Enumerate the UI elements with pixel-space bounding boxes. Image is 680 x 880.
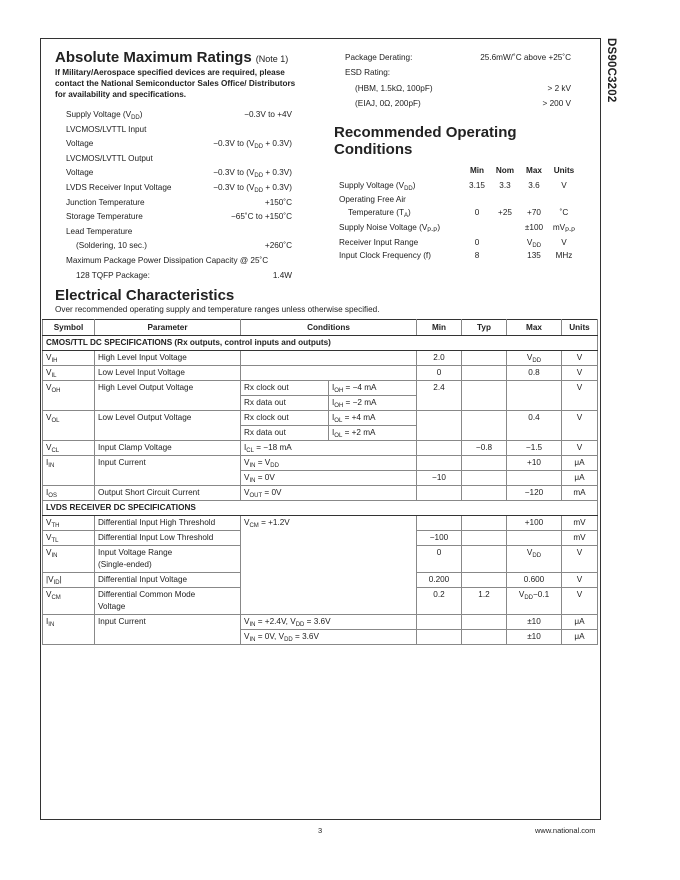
table-row: $V_{IN} = 0V$ −10 μA bbox=[43, 471, 598, 486]
section-row: LVDS RECEIVER DC SPECIFICATIONS bbox=[43, 501, 598, 516]
page-number: 3 bbox=[318, 826, 323, 835]
side-part-number: DS90C3202 bbox=[605, 38, 617, 103]
amr-title: Absolute Maximum Ratings (Note 1) bbox=[55, 49, 289, 66]
amr-right-value: > 200 V bbox=[542, 98, 571, 108]
col-conditions: Conditions bbox=[241, 320, 417, 336]
amr-row-label: Maximum Package Power Dissipation Capacity @ 25˚C bbox=[66, 256, 269, 265]
amr-row-value: −0.3V to $(V_{DD} + 0.3V)$ bbox=[213, 168, 292, 180]
roc-min: 8 bbox=[474, 251, 480, 260]
col-units: Units bbox=[562, 320, 598, 336]
roc-min: 0 bbox=[474, 238, 480, 247]
roc-max: 3.6 bbox=[528, 181, 540, 190]
roc-header-max: Max bbox=[526, 166, 542, 175]
col-max: Max bbox=[507, 320, 562, 336]
col-min: Min bbox=[417, 320, 462, 336]
table-row: $V_{OH}$ High Level Output Voltage Rx clock out $I_{OH} = -4$ mA 2.4 V bbox=[43, 381, 598, 396]
amr-right-label: (HBM, 1.5kΩ, 100pF) bbox=[355, 83, 433, 93]
table-row: $V_{IL}$ Low Level Input Voltage 0 0.8 V bbox=[43, 366, 598, 381]
roc-param: Supply Voltage $(V_{DD})$ bbox=[339, 181, 416, 192]
amr-right-label: Package Derating: bbox=[345, 53, 413, 62]
roc-header-units: Units bbox=[553, 166, 575, 175]
roc-min: 3.15 bbox=[469, 181, 485, 190]
amr-row-label: Storage Temperature bbox=[66, 212, 143, 222]
table-row: $V_{IH}$ High Level Input Voltage 2.0 $V_{DD}$ V bbox=[43, 351, 598, 366]
amr-row-label: Supply Voltage $(V_{DD})$ bbox=[66, 110, 143, 121]
section-row: CMOS/TTL DC SPECIFICATIONS (Rx outputs, control inputs and outputs) bbox=[43, 336, 598, 351]
table-row: Rx data out $I_{OH} = -2$ mA bbox=[43, 396, 598, 411]
amr-right-label: (EIAJ, 0Ω, 200pF) bbox=[355, 98, 421, 108]
table-row: $V_{TH}$ Differential Input High Threshold $V_{CM} = +1.2V$ +100 mV bbox=[43, 516, 598, 531]
col-typ: Typ bbox=[462, 320, 507, 336]
amr-row-label: Junction Temperature bbox=[66, 197, 145, 207]
table-row: $V_{CM}$ Differential Common Mode Voltage 0.2 1.2 $V_{DD}-0.1$ V bbox=[43, 588, 598, 615]
col-parameter: Parameter bbox=[95, 320, 241, 336]
col-symbol: Symbol bbox=[43, 320, 95, 336]
amr-row-value: −0.3V to +4V bbox=[244, 110, 292, 119]
amr-right-value: > 2 kV bbox=[547, 83, 571, 93]
table-row: $V_{IN}$ Input Voltage Range (Single-ended) 0 $V_{DD}$ V bbox=[43, 546, 598, 573]
roc-min: 0 bbox=[474, 208, 480, 217]
roc-max: +70 bbox=[527, 208, 541, 217]
ec-title: Electrical Characteristics bbox=[55, 287, 235, 304]
roc-units: MHz bbox=[555, 251, 573, 260]
amr-row-label: Lead Temperature bbox=[66, 226, 133, 236]
roc-param: Temperature $(T_A)$ bbox=[348, 208, 411, 219]
amr-row-label: (Soldering, 10 sec.) bbox=[76, 241, 147, 251]
ec-subtitle: Over recommended operating supply and temperature ranges unless otherwise specified. bbox=[55, 305, 380, 314]
amr-row-label: LVDS Receiver Input Voltage bbox=[66, 183, 172, 192]
amr-row-value: +260˚C bbox=[264, 241, 292, 251]
amr-row-label: LVCMOS/LVTTL Input bbox=[66, 124, 147, 134]
amr-row-label: 128 TQFP Package: bbox=[76, 270, 150, 280]
amr-row-value: −0.3V to $(V_{DD} + 0.3V)$ bbox=[213, 183, 292, 194]
table-row: $V_{OL}$ Low Level Output Voltage Rx clock out $I_{OL} = +4$ mA 0.4 V bbox=[43, 411, 598, 426]
table-row: $I_{IN}$ Input Current $V_{IN} = +2.4V$, $V_{DD} = 3.6V$ ±10 μA bbox=[43, 615, 598, 630]
amr-right-value: 25.6mW/˚C above +25˚C bbox=[480, 53, 571, 62]
roc-nom: 3.3 bbox=[499, 181, 511, 190]
roc-title: Recommended Operating Conditions bbox=[334, 124, 517, 158]
amr-row-value: −0.3V to $(V_{DD} + 0.3V)$ bbox=[213, 139, 292, 151]
amr-row-value: 1.4W bbox=[272, 270, 292, 280]
table-row: $V_{CL}$ Input Clamp Voltage $I_{CL} = -18$ mA −0.8 −1.5 V bbox=[43, 441, 598, 456]
amr-row-value: +150˚C bbox=[264, 197, 292, 207]
roc-max: $V_{DD}$ bbox=[526, 238, 542, 249]
amr-row-label: Voltage bbox=[66, 168, 94, 178]
roc-units: $mV_{P-P}$ bbox=[552, 223, 576, 234]
table-row: $|V_{ID}|$ Differential Input Voltage 0.200 0.600 V bbox=[43, 573, 598, 588]
table-row: $I_{IN}$ Input Current $V_{IN} = V_{DD}$ +10 μA bbox=[43, 456, 598, 471]
roc-param: Receiver Input Range bbox=[339, 238, 419, 247]
amr-row-label: LVCMOS/LVTTL Output bbox=[66, 153, 153, 163]
ec-header-row bbox=[43, 320, 598, 336]
footer-url[interactable]: www.national.com bbox=[535, 826, 596, 835]
table-row: $V_{IN} = 0V$, $V_{DD} = 3.6V$ ±10 μA bbox=[43, 630, 598, 645]
table-row: Rx data out $I_{OL} = +2$ mA bbox=[43, 426, 598, 441]
roc-units: V bbox=[561, 181, 567, 190]
roc-units: ˚C bbox=[559, 208, 569, 217]
roc-units: V bbox=[561, 238, 567, 247]
amr-warning: If Military/Aerospace specified devices are required, please contact the National Semiconductor Sales Office/ Distributors for availability and specifications. bbox=[55, 68, 296, 99]
amr-row-value: −65˚C to +150˚C bbox=[231, 212, 292, 222]
roc-header-min: Min bbox=[469, 166, 485, 175]
table-row: $I_{OS}$ Output Short Circuit Current $V_{OUT} = 0V$ −120 mA bbox=[43, 486, 598, 501]
amr-note: (Note 1) bbox=[255, 54, 289, 64]
roc-param: Operating Free Air bbox=[339, 195, 406, 204]
roc-param: Input Clock Frequency (f) bbox=[339, 251, 431, 260]
roc-param: Supply Noise Voltage $(V_{P-P})$ bbox=[339, 223, 441, 234]
roc-header-nom: Nom bbox=[495, 166, 515, 175]
roc-nom: +25 bbox=[498, 208, 512, 217]
table-row: $V_{TL}$ Differential Input Low Threshold −100 mV bbox=[43, 531, 598, 546]
amr-row-label: Voltage bbox=[66, 139, 94, 149]
roc-max: ±100 bbox=[524, 223, 544, 232]
amr-right-label: ESD Rating: bbox=[345, 68, 391, 78]
roc-max: 135 bbox=[527, 251, 541, 260]
ec-table bbox=[42, 319, 598, 645]
